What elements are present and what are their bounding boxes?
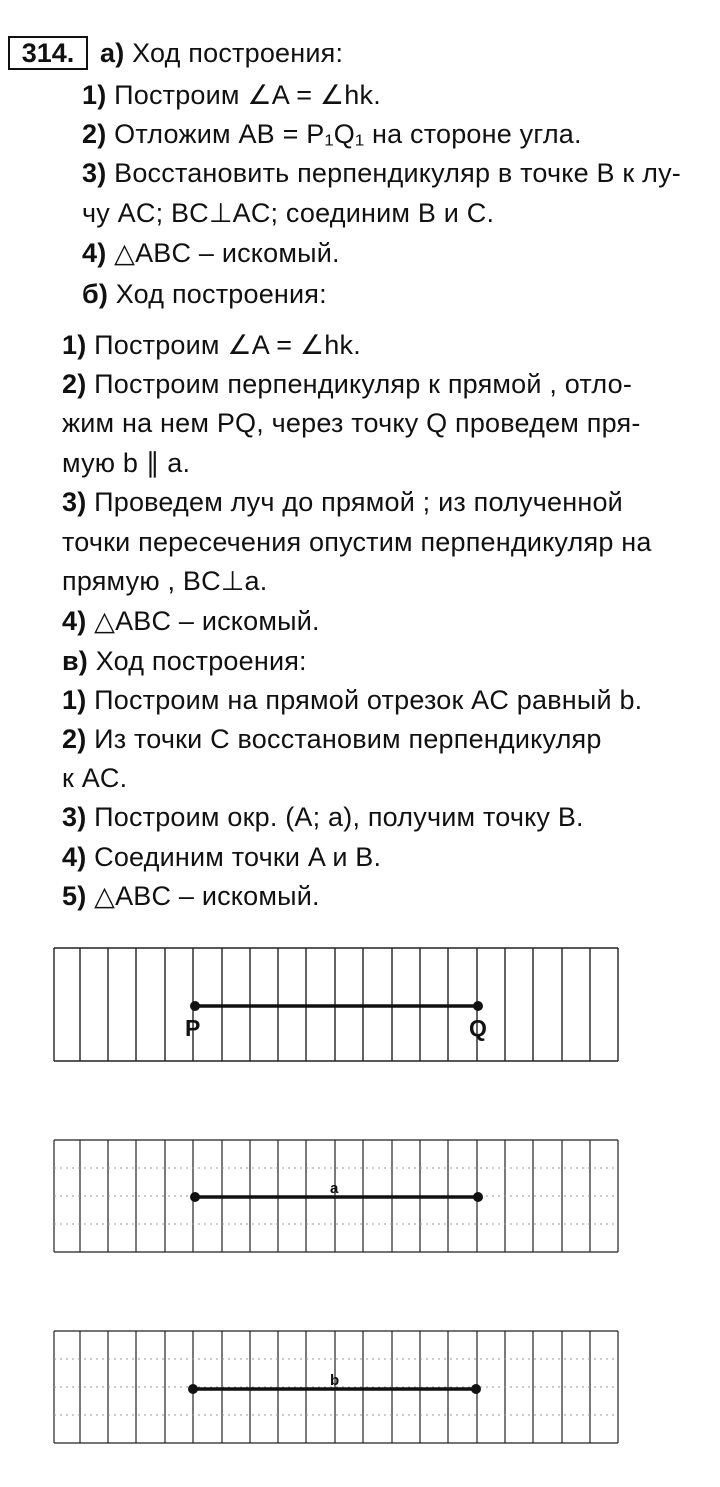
part-a-step-2: 2) Отложим AB = P₁Q₁ на стороне угла.	[82, 119, 582, 149]
part-b-step-3: 3) Проведем луч до прямой ; из полученной	[62, 487, 623, 517]
part-v-step-4: 4) Соединим точки A и B.	[62, 842, 382, 872]
segment-b	[188, 1384, 481, 1394]
part-a-step-3-cont: чу AC; BC⊥AC; соединим B и C.	[82, 198, 495, 228]
part-a-step-3: 3) Восстановить перпендикуляр в точке B к лу-	[82, 158, 681, 188]
part-v-step-2-cont: к AC.	[62, 763, 128, 793]
part-a-heading-text: Ход построения:	[132, 38, 344, 68]
label-a: a	[330, 1180, 339, 1197]
part-b-step-3-cont: точки пересечения опустим перпендикуляр на	[62, 527, 652, 557]
grid-figure-3	[54, 1331, 618, 1443]
segment-pq	[190, 1001, 483, 1011]
part-b-step-1: 1) Построим ∠A = ∠hk.	[62, 330, 361, 360]
problem-number: 314.	[8, 36, 88, 70]
part-b-heading: б) Ход построения:	[82, 279, 327, 309]
grid-figure-1	[54, 948, 618, 1061]
part-v-step-1: 1) Построим на прямой отрезок AC равный b.	[62, 685, 643, 715]
label-p: P	[185, 1015, 201, 1041]
part-b-step-4: 4) △ABC – искомый.	[62, 606, 320, 636]
segment-a	[190, 1192, 483, 1202]
part-v-step-2: 2) Из точки C восстановим перпендикуляр	[62, 724, 602, 754]
part-v-label: в)	[62, 646, 88, 676]
part-a-step-4: 4) △ABC – искомый.	[82, 238, 340, 268]
part-b-step-2: 2) Построим перпендикуляр к прямой , отло-	[62, 369, 633, 399]
grid-figure-2-dotted-rows	[54, 1168, 618, 1224]
part-v-heading: в) Ход построения:	[62, 646, 307, 676]
label-b: b	[330, 1372, 340, 1389]
part-a-label: а)	[100, 38, 125, 68]
part-a-step-1: 1) Построим ∠A = ∠hk.	[82, 80, 381, 110]
part-a-heading	[100, 36, 343, 70]
part-v-step-3: 3) Построим окр. (A; a), получим точку B.	[62, 802, 584, 832]
grid-figure-3-dotted-rows	[54, 1359, 618, 1415]
part-b-step-2-cont: жим на нем PQ, через точку Q проведем пря-	[62, 408, 641, 438]
part-v-step-5: 5) △ABC – искомый.	[62, 881, 320, 911]
part-b-step-2-cont2: мую b ∥ a.	[62, 448, 191, 478]
part-b-label: б)	[82, 279, 109, 309]
part-b-step-3-cont2: прямую , BC⊥a.	[62, 566, 268, 596]
label-q: Q	[469, 1015, 487, 1041]
grid-figure-2	[54, 1140, 618, 1252]
